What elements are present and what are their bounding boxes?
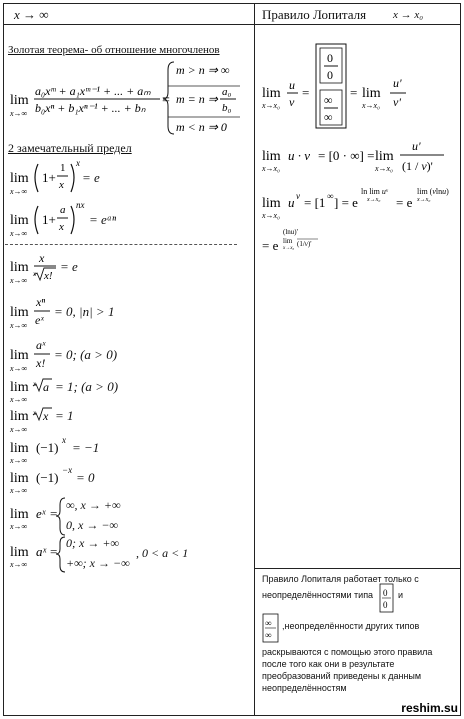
case-m-greater: m > n ⇒ ∞ xyxy=(176,63,230,77)
lim-word-f8: lim xyxy=(10,441,29,456)
note-line-and: и xyxy=(398,590,404,600)
f11-case2: +∞; x → −∞ xyxy=(66,556,130,570)
section-divider xyxy=(5,244,237,245)
f10-case2: 0, x → −∞ xyxy=(66,518,118,532)
poly-denominator: b₀xⁿ + b₁xⁿ⁻¹ + ... + bₙ xyxy=(35,101,146,115)
golden-theorem-title: Золотая теорема- об отношение многочленов xyxy=(8,44,220,56)
svg-text:=: = xyxy=(50,506,58,521)
svg-text:x: x xyxy=(43,409,49,423)
f3-rhs: = e xyxy=(60,259,78,274)
svg-text:u: u xyxy=(288,195,295,210)
lim-word-f11: lim xyxy=(10,545,29,560)
watermark-logo: reshim.su xyxy=(401,701,458,715)
svg-text:x→x₀: x→x₀ xyxy=(362,101,380,110)
svg-text:x→x₀: x→x₀ xyxy=(367,197,381,203)
lim-word-f3: lim xyxy=(10,260,29,275)
svg-text:aˣ: aˣ xyxy=(36,544,47,559)
cases-brace-exp xyxy=(56,498,65,535)
svg-text:= [0 · ∞] =: = [0 · ∞] = xyxy=(318,148,375,163)
svg-text:=: = xyxy=(50,544,58,559)
svg-text:x→x₀: x→x₀ xyxy=(375,164,393,173)
lim-word-f6: lim xyxy=(10,380,29,395)
note-divider xyxy=(254,568,461,569)
note-line-2: неопределённостями типа xyxy=(262,590,374,600)
lim-word-f5: lim xyxy=(10,348,29,363)
svg-text:x: x xyxy=(59,179,64,191)
f1-rhs: = e xyxy=(82,170,100,185)
svg-text:∞: ∞ xyxy=(327,191,334,201)
f10-case1: ∞, x → +∞ xyxy=(66,498,121,512)
svg-text:lim (vlnu): lim (vlnu) xyxy=(417,187,449,196)
lim-word-f10: lim xyxy=(10,507,29,522)
svg-text:0: 0 xyxy=(383,600,388,610)
svg-text:u': u' xyxy=(412,139,421,153)
svg-text:0: 0 xyxy=(327,68,333,82)
svg-text:lim: lim xyxy=(362,86,381,101)
svg-text:x!: x! xyxy=(44,270,53,282)
poly-numerator: a₀xᵐ + a₁xᵐ⁻¹ + ... + aₘ xyxy=(35,84,151,98)
note-line-4: раскрываются с помощью этого правила xyxy=(262,647,433,657)
svg-text:x: x xyxy=(33,409,37,417)
note-line-6: преобразований приведены к данным xyxy=(262,671,422,681)
svg-text:v': v' xyxy=(393,95,401,109)
svg-text:a: a xyxy=(43,380,49,394)
svg-text:eˣ: eˣ xyxy=(36,506,46,521)
svg-text:x: x xyxy=(33,380,37,388)
svg-text:x→∞: x→∞ xyxy=(10,395,28,404)
lim-word-f2: lim xyxy=(10,213,29,228)
lim-word-f1: lim xyxy=(10,171,29,186)
svg-text:a: a xyxy=(60,204,66,216)
svg-text:nx: nx xyxy=(76,200,85,210)
lim-word-r2: lim xyxy=(262,149,281,164)
svg-text:1+: 1+ xyxy=(42,212,56,227)
lhopital-exp-line: = e xyxy=(262,238,279,253)
svg-text:u': u' xyxy=(393,76,402,90)
svg-text:x→x₀: x→x₀ xyxy=(417,197,431,203)
svg-text:x→∞: x→∞ xyxy=(10,229,28,238)
svg-text:1: 1 xyxy=(60,162,66,174)
svg-text:aˣ: aˣ xyxy=(36,338,46,352)
svg-text:v: v xyxy=(296,191,300,201)
svg-text:x→∞: x→∞ xyxy=(10,456,28,465)
svg-text:] = e: ] = e xyxy=(334,195,358,210)
svg-text:0: 0 xyxy=(327,51,333,65)
svg-text:x: x xyxy=(33,270,37,278)
lim-word-f9: lim xyxy=(10,471,29,486)
svg-text:x→∞: x→∞ xyxy=(10,276,28,285)
svg-text:lim: lim xyxy=(283,237,293,245)
case-a0: a₀ xyxy=(222,86,232,98)
case-m-equal: m = n ⇒ xyxy=(176,92,218,106)
svg-text:xⁿ: xⁿ xyxy=(36,295,46,309)
svg-text:(1/v)': (1/v)' xyxy=(297,240,312,248)
svg-text:1+: 1+ xyxy=(42,170,56,185)
cases-brace-apow xyxy=(56,537,65,572)
svg-text:x→x₀: x→x₀ xyxy=(283,246,295,251)
note-line-1: Правило Лопиталя работает только с xyxy=(262,574,419,584)
svg-text:x: x xyxy=(76,158,80,168)
f5-rhs: = 0; (a > 0) xyxy=(54,347,118,362)
lim-word-r1: lim xyxy=(262,86,281,101)
svg-text:∞: ∞ xyxy=(265,630,272,640)
svg-text:x!: x! xyxy=(36,356,46,370)
svg-text:lim: lim xyxy=(375,149,394,164)
svg-text:(lnu)': (lnu)' xyxy=(283,228,298,236)
left-header-title: x → ∞ xyxy=(14,7,49,22)
note-line-7: неопределённостям xyxy=(262,683,347,693)
svg-text:x→∞: x→∞ xyxy=(10,321,28,330)
note-line-5: после того как они в результате xyxy=(262,659,395,669)
case-m-less: m < n ⇒ 0 xyxy=(176,120,227,134)
svg-text:ln lim uᵛ: ln lim uᵛ xyxy=(361,187,389,196)
svg-text:∞: ∞ xyxy=(324,110,333,124)
lim-sub-1: x→∞ xyxy=(10,109,28,118)
svg-text:x: x xyxy=(62,435,66,445)
lim-word-1: lim xyxy=(10,93,29,108)
second-limit-title: 2 замечательный предел xyxy=(8,141,132,155)
svg-text:x→∞: x→∞ xyxy=(10,522,28,531)
svg-text:(1 / v)': (1 / v)' xyxy=(402,159,433,173)
f8-rhs: = −1 xyxy=(72,440,100,455)
svg-text:=: = xyxy=(302,85,310,100)
f7-rhs: = 1 xyxy=(55,408,74,423)
svg-text:x: x xyxy=(39,251,45,265)
svg-text:x→x₀: x→x₀ xyxy=(262,101,280,110)
svg-text:v: v xyxy=(289,95,295,109)
svg-text:u: u xyxy=(289,78,295,92)
svg-text:0: 0 xyxy=(383,588,388,598)
lim-word-f4: lim xyxy=(10,305,29,320)
f6-rhs: = 1; (a > 0) xyxy=(55,379,119,394)
svg-text:x→∞: x→∞ xyxy=(10,425,28,434)
svg-text:x→x₀: x→x₀ xyxy=(262,164,280,173)
f2-rhs: = eᵃⁿ xyxy=(89,212,117,227)
svg-text:∞: ∞ xyxy=(265,618,272,628)
svg-text:x→∞: x→∞ xyxy=(10,187,28,196)
svg-text:=: = xyxy=(350,85,358,100)
svg-text:x→∞: x→∞ xyxy=(10,486,28,495)
f9-rhs: = 0 xyxy=(76,470,95,485)
svg-text:= [1: = [1 xyxy=(304,195,326,210)
svg-text:(−1): (−1) xyxy=(36,440,59,455)
svg-text:eˣ: eˣ xyxy=(35,313,44,327)
case-b0: b₀ xyxy=(222,102,232,114)
svg-text:=: = xyxy=(162,93,170,108)
right-header-arrow: x → x₀ xyxy=(393,9,424,21)
svg-text:−x: −x xyxy=(62,465,73,475)
svg-text:= e: = e xyxy=(396,195,413,210)
note-line-3: ,неопределённости других типов xyxy=(282,621,420,631)
svg-text:x→x₀: x→x₀ xyxy=(262,211,280,220)
f11-condition: , 0 < a < 1 xyxy=(136,546,189,560)
svg-text:u · v: u · v xyxy=(288,148,311,163)
svg-text:x→∞: x→∞ xyxy=(10,364,28,373)
f4-rhs: = 0, |n| > 1 xyxy=(54,304,115,319)
lim-word-r3: lim xyxy=(262,196,281,211)
svg-text:x: x xyxy=(59,221,64,233)
right-header-title: Правило Лопиталя xyxy=(262,7,367,22)
svg-text:x→∞: x→∞ xyxy=(10,560,28,569)
f11-case1: 0; x → +∞ xyxy=(66,536,119,550)
svg-text:∞: ∞ xyxy=(324,93,333,107)
svg-text:(−1): (−1) xyxy=(36,470,59,485)
lim-word-f7: lim xyxy=(10,409,29,424)
